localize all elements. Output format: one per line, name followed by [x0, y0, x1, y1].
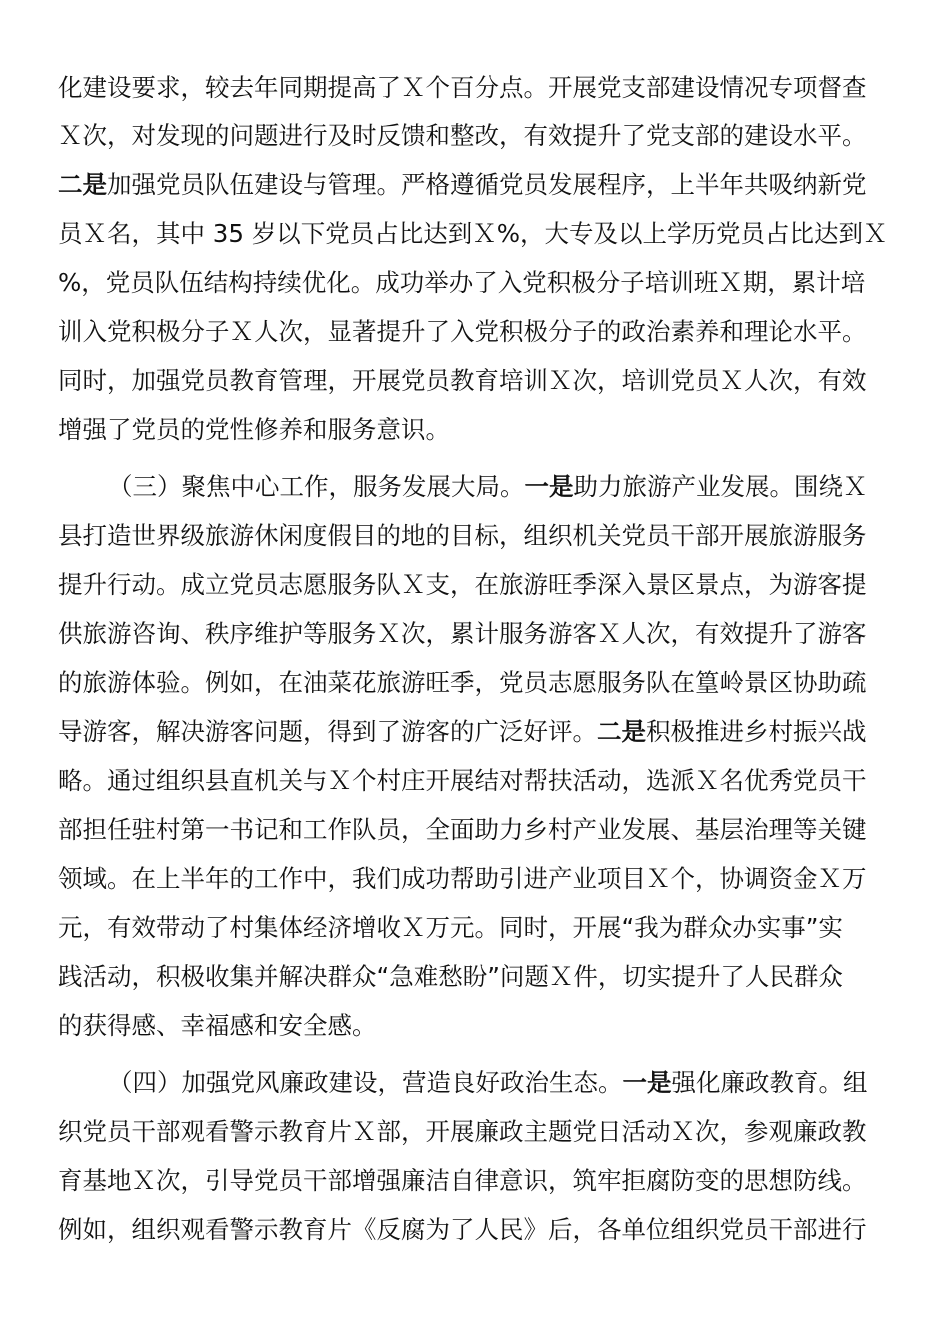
text-line-22: 织党员干部观看警示教育片Ｘ部，开展廉政主题党日活动Ｘ次，参观廉政教 — [58, 1117, 867, 1146]
bold-marker: 二是 — [597, 717, 646, 746]
bold-marker: 一是 — [524, 472, 574, 501]
text-line-21: （四）加强党风廉政建设，营造良好政治生态。一是强化廉政教育。组 — [108, 1068, 868, 1097]
text-line-20: 的获得感、幸福感和安全感。 — [58, 1011, 377, 1040]
text-line-18: 元，有效带动了村集体经济增收Ｘ万元。同时，开展“我为群众办实事”实 — [58, 913, 843, 942]
text-line-10: 县打造世界级旅游休闲度假目的地的目标，组织机关党员干部开展旅游服务 — [58, 521, 867, 550]
text-line-2: Ｘ次，对发现的问题进行及时反馈和整改，有效提升了党支部的建设水平。 — [58, 121, 867, 150]
bold-marker: 一是 — [622, 1068, 672, 1097]
text-line-15: 略。通过组织县直机关与Ｘ个村庄开展结对帮扶活动，选派Ｘ名优秀党员干 — [58, 766, 867, 795]
text-line-1: 化建设要求，较去年同期提高了Ｘ个百分点。开展党支部建设情况专项督查 — [58, 73, 867, 102]
text-line-11: 提升行动。成立党员志愿服务队Ｘ支，在旅游旺季深入景区景点，为游客提 — [58, 570, 867, 599]
text-line-4: 员Ｘ名，其中 35 岁以下党员占比达到Ｘ%，大专及以上学历党员占比达到Ｘ — [58, 219, 888, 248]
text-line-14: 导游客，解决游客问题，得到了游客的广泛好评。二是积极推进乡村振兴战 — [58, 717, 867, 746]
text-line-24: 例如，组织观看警示教育片《反腐为了人民》后，各单位组织党员干部进行 — [58, 1215, 867, 1244]
text-line-5: %，党员队伍结构持续优化。成功举办了入党积极分子培训班Ｘ期，累计培 — [58, 268, 866, 297]
text-line-9: （三）聚焦中心工作，服务发展大局。一是助力旅游产业发展。围绕Ｘ — [108, 472, 868, 501]
text-line-19: 践活动，积极收集并解决群众“急难愁盼”问题Ｘ件，切实提升了人民群众 — [58, 962, 843, 991]
text-line-8: 增强了党员的党性修养和服务意识。 — [58, 415, 450, 444]
text-line-16: 部担任驻村第一书记和工作队员，全面助力乡村产业发展、基层治理等关键 — [58, 815, 867, 844]
text-line-7: 同时，加强党员教育管理，开展党员教育培训Ｘ次，培训党员Ｘ人次，有效 — [58, 366, 867, 395]
text-line-17: 领域。在上半年的工作中，我们成功帮助引进产业项目Ｘ个，协调资金Ｘ万 — [58, 864, 867, 893]
text-line-6: 训入党积极分子Ｘ人次，显著提升了入党积极分子的政治素养和理论水平。 — [58, 317, 867, 346]
text-line-13: 的旅游体验。例如，在油菜花旅游旺季，党员志愿服务队在篁岭景区协助疏 — [58, 668, 867, 697]
text-line-23: 育基地Ｘ次，引导党员干部增强廉洁自律意识，筑牢拒腐防变的思想防线。 — [58, 1166, 867, 1195]
bold-marker: 二是 — [58, 170, 107, 199]
text-line-12: 供旅游咨询、秩序维护等服务Ｘ次，累计服务游客Ｘ人次，有效提升了游客 — [58, 619, 867, 648]
text-line-3: 二是加强党员队伍建设与管理。严格遵循党员发展程序，上半年共吸纳新党 — [58, 170, 867, 199]
